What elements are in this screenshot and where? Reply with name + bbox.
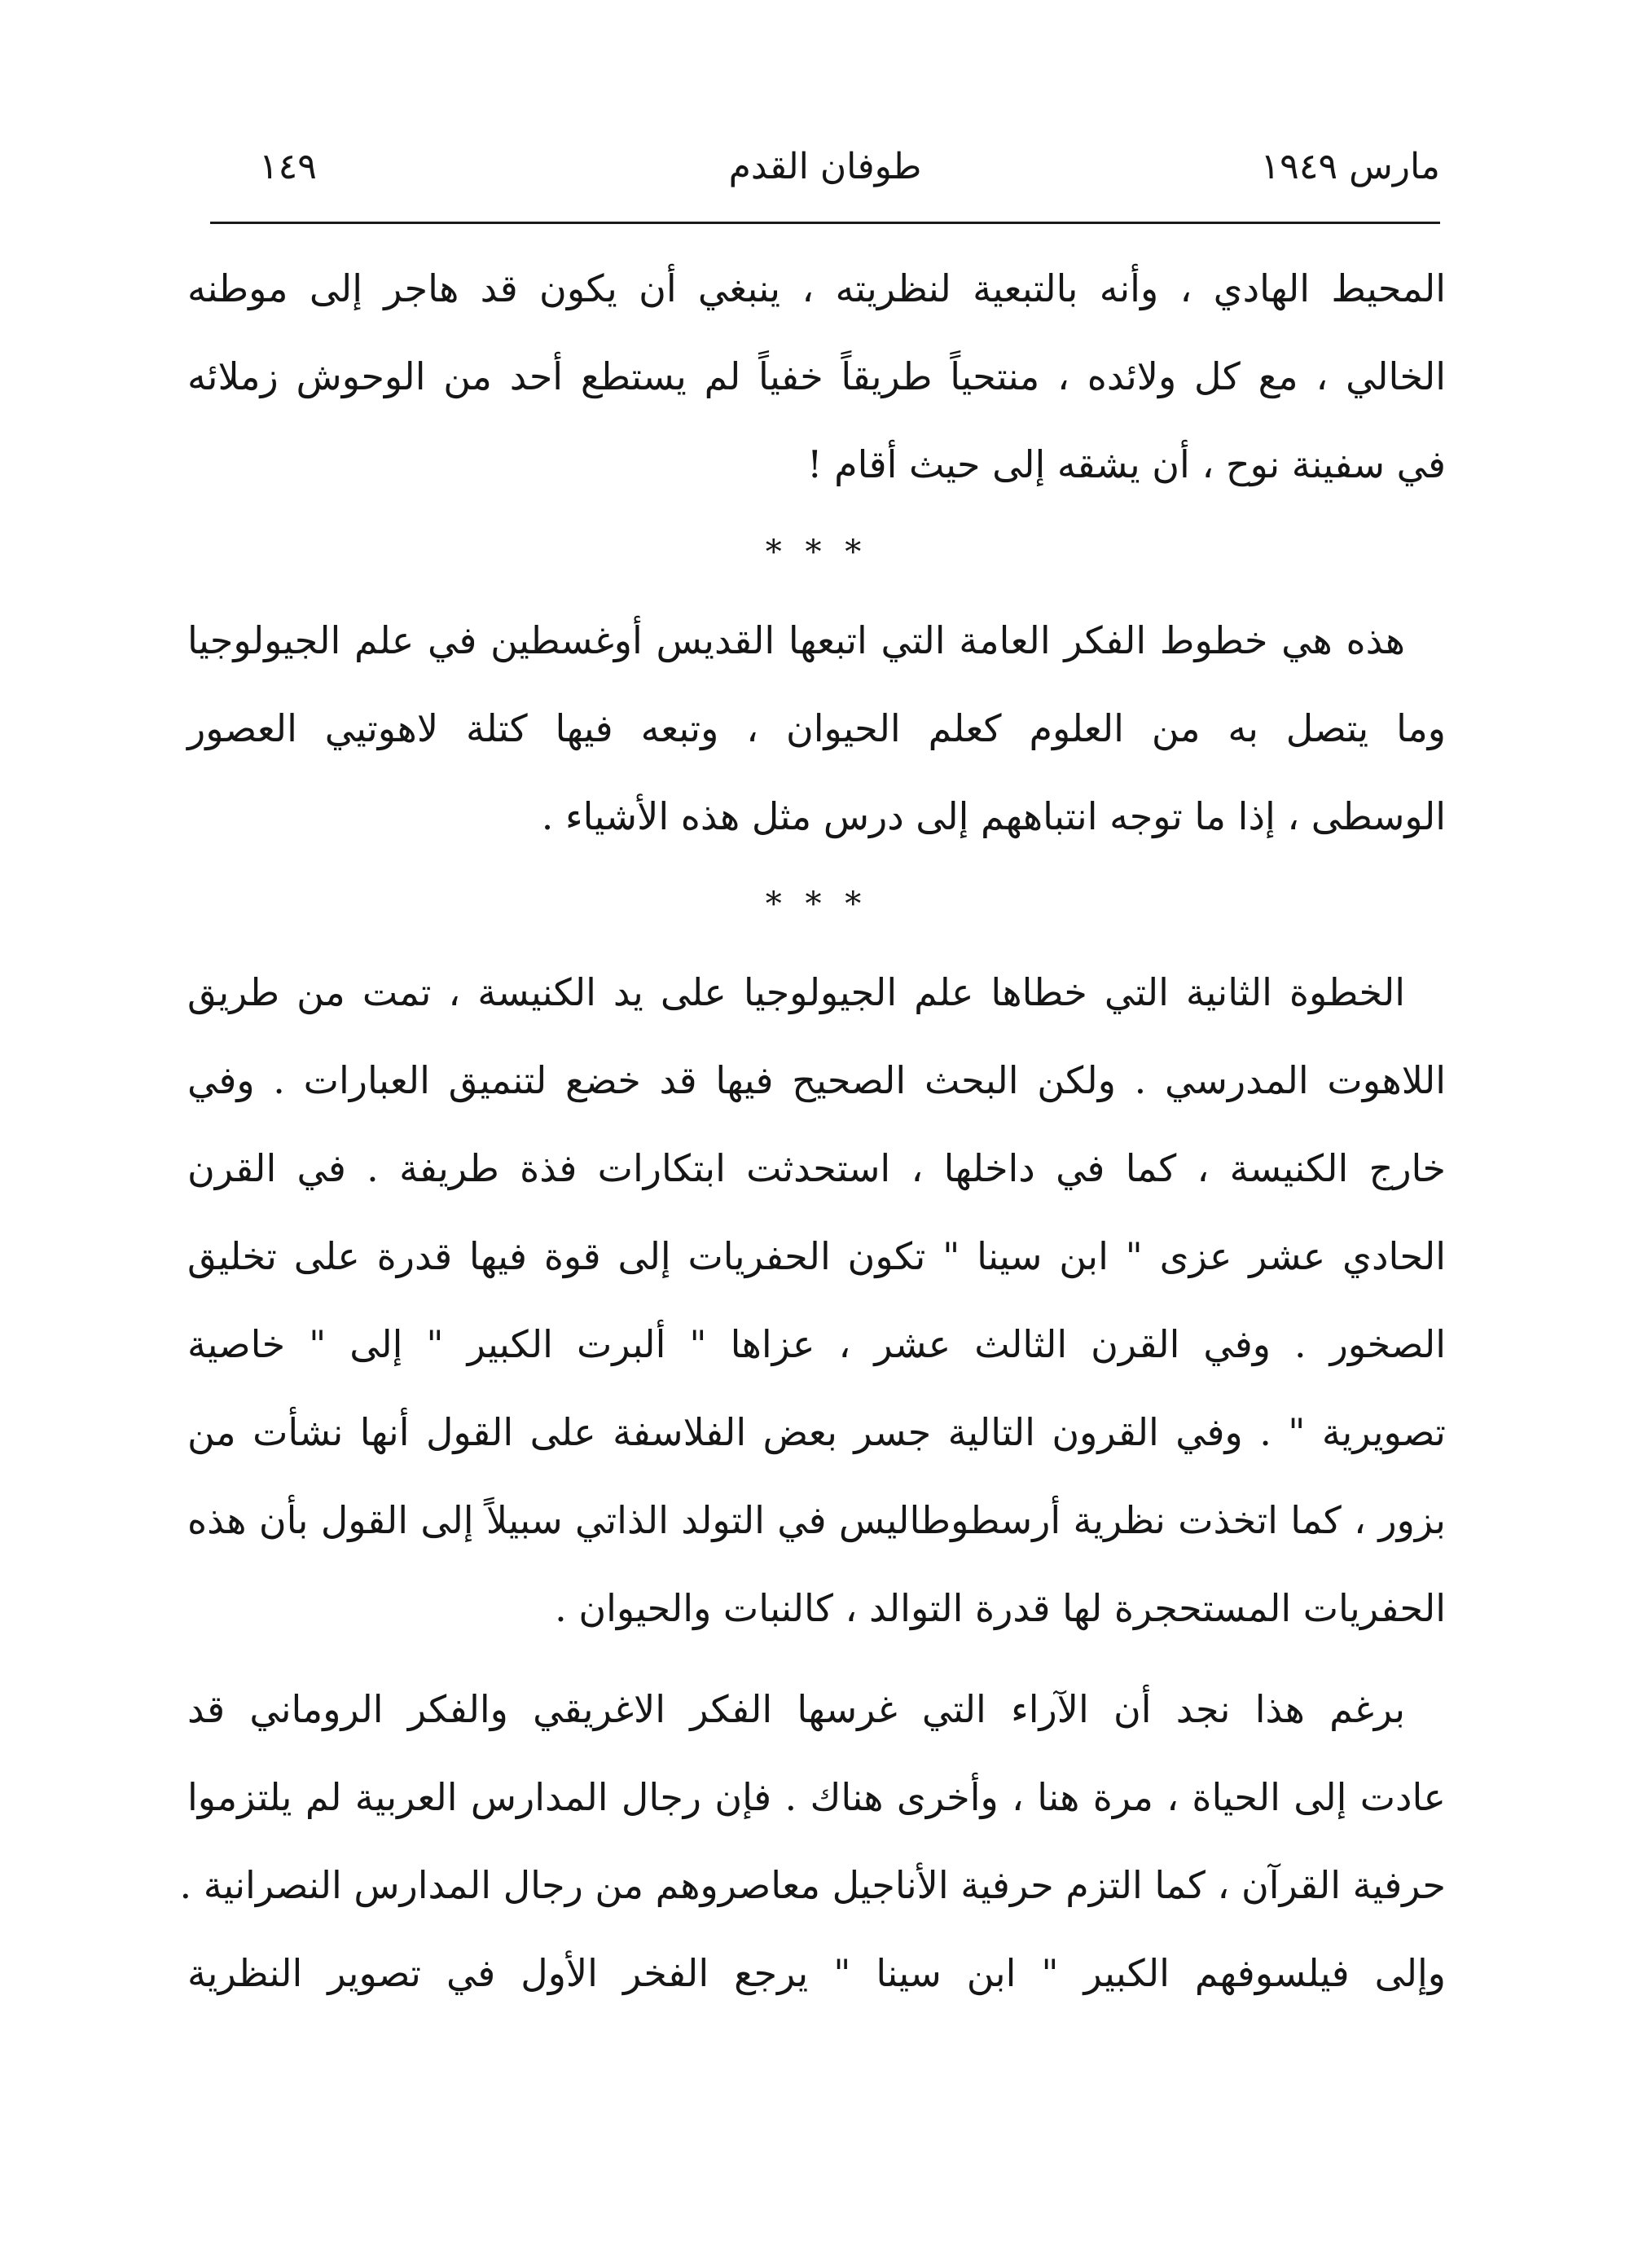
text-line: الصخور . وفي القرن الثالث عشر ، عزاها " ألبرت الكبير " إلى " خاصية [187,1322,1446,1366]
text-line: المحيط الهادي ، وأنه بالتبعية لنظريته ، ينبغي أن يكون قد هاجر إلى موطنه [187,266,1446,310]
header-rule [210,222,1440,224]
text-line: الحادي عشر عزى " ابن سينا " تكون الحفريات إلى قوة فيها قدرة على تخليق [187,1234,1446,1278]
text-line: برغم هذا نجد أن الآراء التي غرسها الفكر الاغريقي والفكر الروماني قد [187,1687,1405,1731]
text-line: وما يتصل به من العلوم كعلم الحيوان ، وتبعه فيها كتلة لاهوتيي العصور [187,706,1446,750]
text-line: الوسطى ، إذا ما توجه انتباههم إلى درس مثل هذه الأشياء . [541,794,1446,838]
header-date: مارس ١٩٤٩ [1260,146,1440,187]
text-line: وإلى فيلسوفهم الكبير " ابن سينا " يرجع الفخر الأول في تصوير النظرية [187,1951,1446,1995]
paragraph-3 [187,948,1446,1652]
paragraph-gap [187,1652,1446,1665]
text-line: تصويرية " . وفي القرون التالية جسر بعض الفلاسفة على القول أنها نشأت من [187,1410,1446,1454]
text-line: الخطوة الثانية التي خطاها علم الجيولوجيا على يد الكنيسة ، تمت من طريق [187,970,1405,1014]
body-text [179,244,1446,2017]
text-line: اللاهوت المدرسي . ولكن البحث الصحيح فيها قد خضع لتنميق العبارات . وفي [187,1058,1446,1102]
text-line: الحفريات المستحجرة لها قدرة التوالد ، كالنبات والحيوان . [555,1586,1446,1630]
text-line: بزور ، كما اتخذت نظرية أرسطوطاليس في التولد الذاتي سبيلاً إلى القول بأن هذه [187,1498,1446,1542]
text-line: في سفينة نوح ، أن يشقه إلى حيث أقام ! [807,442,1446,486]
text-line: خارج الكنيسة ، كما في داخلها ، استحدثت ابتكارات فذة طريفة . في القرن [187,1146,1446,1190]
text-line: حرفية القرآن ، كما التزم حرفية الأناجيل معاصروهم من رجال المدارس النصرانية . [179,1863,1446,1907]
paragraph-1 [187,244,1446,508]
paragraph-4 [179,1665,1446,2017]
header-title: طوفان القدم [728,146,922,187]
running-head [210,138,1440,196]
text-line: هذه هي خطوط الفكر العامة التي اتبعها القديس أوغسطين في علم الجيولوجيا [187,618,1405,662]
text-line: الخالي ، مع كل ولائده ، منتحياً طريقاً خفياً لم يستطع أحد من الوحوش زملائه [187,354,1446,398]
paragraph-2 [187,596,1446,860]
page-number: ١٤٩ [259,146,317,187]
text-line: عادت إلى الحياة ، مرة هنا ، وأخرى هناك . فإن رجال المدارس العربية لم يلتزموا [187,1775,1446,1819]
section-separator: * * * [765,534,868,571]
section-separator: * * * [765,886,868,923]
